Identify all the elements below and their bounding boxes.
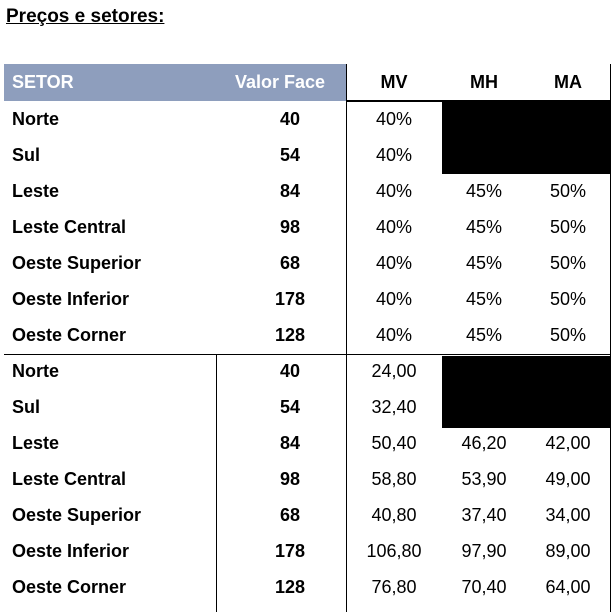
- percent-cell-valor: 68: [279, 252, 301, 273]
- percent-cell-mh: 45%: [465, 216, 503, 237]
- percent-cell-valor: 128: [274, 324, 306, 345]
- price-cell-mv: 58,80: [371, 468, 417, 489]
- price-row: [4, 533, 610, 569]
- table-right-border: [610, 64, 611, 612]
- price-cell-mv: 32,40: [371, 396, 417, 417]
- percent-cell-ma: 50%: [549, 324, 587, 345]
- divider-mv-left-bottom: [346, 354, 347, 612]
- blank-block-price: [442, 356, 610, 428]
- percent-cell-mv: 40%: [375, 216, 413, 237]
- price-cell-valor: 178: [274, 540, 306, 561]
- header-mv: MV: [380, 72, 408, 92]
- price-row: [4, 497, 610, 533]
- percent-row: [4, 245, 610, 281]
- page-title: Preços e setores:: [6, 6, 165, 27]
- price-cell-mv: 106,80: [366, 540, 422, 561]
- price-cell-mh: 53,90: [461, 468, 507, 489]
- percent-cell-setor: Oeste Corner: [12, 324, 127, 345]
- price-cell-mv: 24,00: [371, 360, 417, 381]
- percent-cell-setor: Leste Central: [12, 216, 127, 237]
- header-ma: MA: [554, 72, 582, 92]
- percent-cell-mh: 45%: [465, 288, 503, 309]
- price-cell-valor: 98: [279, 468, 301, 489]
- percent-cell-mv: 40%: [375, 180, 413, 201]
- percent-cell-mv: 40%: [375, 288, 413, 309]
- price-cell-ma: 49,00: [545, 468, 591, 489]
- price-cell-ma: 42,00: [545, 432, 591, 453]
- percent-cell-setor: Sul: [12, 144, 41, 165]
- price-cell-setor: Leste Central: [12, 468, 127, 489]
- divider-setor-bottom: [216, 354, 217, 612]
- price-cell-setor: Norte: [12, 360, 60, 381]
- percent-cell-mv: 40%: [375, 108, 413, 129]
- percent-cell-mh: 45%: [465, 180, 503, 201]
- table-header: [4, 64, 610, 101]
- price-cell-setor: Oeste Inferior: [12, 540, 130, 561]
- percent-cell-ma: 50%: [549, 216, 587, 237]
- percent-cell-setor: Oeste Inferior: [12, 288, 130, 309]
- percent-row: [4, 173, 610, 209]
- percent-cell-mv: 40%: [375, 144, 413, 165]
- blank-block-percent: [442, 102, 610, 174]
- price-cell-setor: Leste: [12, 432, 60, 453]
- percent-cell-valor: 54: [279, 144, 301, 165]
- price-cell-valor: 40: [279, 360, 301, 381]
- price-cell-valor: 54: [279, 396, 301, 417]
- price-cell-mv: 40,80: [371, 504, 417, 525]
- percent-cell-valor: 178: [274, 288, 306, 309]
- price-cell-setor: Sul: [12, 396, 41, 417]
- price-cell-mh: 97,90: [461, 540, 507, 561]
- price-cell-mh: 37,40: [461, 504, 507, 525]
- percent-cell-valor: 40: [279, 108, 301, 129]
- percent-cell-setor: Leste: [12, 180, 60, 201]
- price-row: [4, 569, 610, 605]
- price-cell-valor: 68: [279, 504, 301, 525]
- header-setor: SETOR: [12, 72, 74, 92]
- percent-row: [4, 209, 610, 245]
- percent-cell-setor: Norte: [12, 108, 60, 129]
- percent-cell-mv: 40%: [375, 324, 413, 345]
- price-cell-ma: 64,00: [545, 576, 591, 597]
- price-cell-valor: 128: [274, 576, 306, 597]
- percent-row: [4, 317, 610, 353]
- header-valor-face: Valor Face: [234, 72, 326, 92]
- percent-cell-mh: 45%: [465, 324, 503, 345]
- percent-cell-valor: 84: [279, 180, 301, 201]
- percent-cell-ma: 50%: [549, 252, 587, 273]
- price-cell-mv: 76,80: [371, 576, 417, 597]
- price-cell-mh: 70,40: [461, 576, 507, 597]
- price-row: [4, 461, 610, 497]
- percent-cell-ma: 50%: [549, 288, 587, 309]
- percent-row: [4, 281, 610, 317]
- price-cell-ma: 34,00: [545, 504, 591, 525]
- price-cell-valor: 84: [279, 432, 301, 453]
- header-mh: MH: [470, 72, 498, 92]
- price-cell-setor: Oeste Corner: [12, 576, 127, 597]
- price-cell-setor: Oeste Superior: [12, 504, 142, 525]
- section-divider: [4, 354, 610, 355]
- price-cell-mv: 50,40: [371, 432, 417, 453]
- percent-cell-mh: 45%: [465, 252, 503, 273]
- divider-mv-left-top: [346, 64, 347, 354]
- percent-cell-setor: Oeste Superior: [12, 252, 142, 273]
- price-cell-ma: 89,00: [545, 540, 591, 561]
- price-cell-mh: 46,20: [461, 432, 507, 453]
- percent-cell-ma: 50%: [549, 180, 587, 201]
- percent-cell-valor: 98: [279, 216, 301, 237]
- percent-cell-mv: 40%: [375, 252, 413, 273]
- price-row: [4, 425, 610, 461]
